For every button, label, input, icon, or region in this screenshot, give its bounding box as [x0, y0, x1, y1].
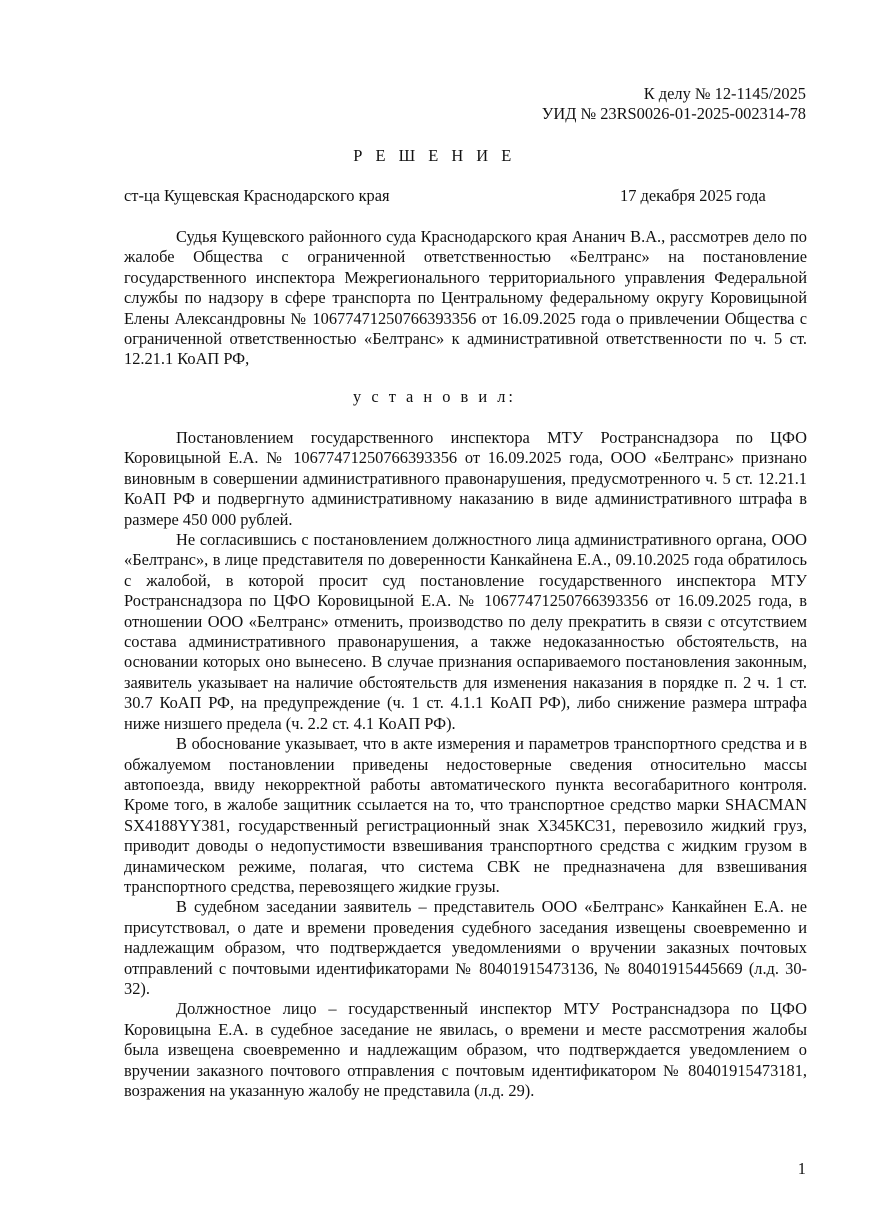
paragraph-4: В судебном заседании заявитель – представитель ООО «Белтранс» Канкайнен Е.А. не присутствовал, о дате и времени проведения судебного заседания извещены своевременно и надлежащим образом, что подтверждается уведомлениями о вручении заказных почтовых отправлений с почтовыми идентификаторами № 80401915473136, № 80401915445669 (л.д. 30-32).	[124, 897, 807, 998]
case-reference	[542, 84, 806, 125]
uid-number: УИД № 23RS0026-01-2025-002314-78	[541, 104, 806, 124]
case-number: К делу № 12-1145/2025	[643, 84, 806, 103]
place-of-decision: ст-ца Кущевская Краснодарского края	[124, 186, 390, 205]
paragraph-1: Постановлением государственного инспектора МТУ Ространснадзора по ЦФО Коровицыной Е.А. № 10677471250766393356 от 16.09.2025 года, ООО «Белтранс» признано виновным в совершении административного правонарушения, предусмотренного ч. 5 ст. 12.21.1 КоАП РФ и подвергнуто административному наказанию в виде административного штрафа в размере 450 000 рублей.	[124, 428, 807, 529]
intro-block	[124, 227, 807, 370]
paragraph-5: Должностное лицо – государственный инспектор МТУ Ространснадзора по ЦФО Коровицына Е.А. в судебное заседание не явилась, о времени и месте рассмотрения жалобы была извещена своевременно и надлежащим образом, что подтверждается уведомлением о вручении заказного почтового отправления с почтовым идентификатором № 80401915473181, возражения на указанную жалобу не представила (л.д. 29).	[124, 999, 807, 1100]
decision-date: 17 декабря 2025 года	[620, 186, 766, 205]
page-number: 1	[797, 1159, 806, 1178]
paragraph-2: Не согласившись с постановлением должностного лица административного органа, ООО «Белтранс», в лице представителя по доверенности Канкайнена Е.А., 09.10.2025 года обратилось с жалобой, в которой просит суд постановление государственного инспектора МТУ Ространснадзора по ЦФО Коровицыной Е.А. № 10677471250766393356 от 16.09.2025 года, в отношении ООО «Белтранс» отменить, производство по делу прекратить в связи с отсутствием состава административного правонарушения, а также недоказанностью обстоятельств, на основании которых оно вынесено. В случае признания оспариваемого постановления законным, заявитель указывает на наличие обстоятельств для изменения наказания в порядке п. 2 ч. 1 ст. 30.7 КоАП РФ, на предупреждение (ч. 1 ст. 4.1.1 КоАП РФ), либо снижение размера штрафа ниже низшего предела (ч. 2.2 ст. 4.1 КоАП РФ).	[124, 530, 807, 733]
established-heading: у с т а н о в и л:	[353, 387, 516, 406]
paragraph-3: В обоснование указывает, что в акте измерения и параметров транспортного средства и в обжалуемом постановлении приведены недостоверные сведения относительно массы автопоезда, ввиду некорректной работы автоматического пункта весогабаритного контроля. Кроме того, в жалобе защитник ссылается на то, что транспортное средство марки SHACMAN SX4188YY381, государственный регистрационный знак Х345КС31, перевозило жидкий груз, приводит доводы о недопустимости взвешивания транспортного средства с жидким грузом в динамическом режиме, полагая, что система СВК не предназначена для взвешивания транспортного средства, перевозящего жидкие грузы.	[124, 734, 807, 896]
document-title: Р Е Ш Е Н И Е	[353, 146, 516, 165]
intro-paragraph: Судья Кущевского районного суда Краснодарского края Ананич В.А., рассмотрев дело по жалобе Общества с ограниченной ответственностью «Белтранс» на постановление государственного инспектора Межрегионального территориального управления Федеральной службы по надзору в сфере транспорта по Центральному федеральному округу Коровицыной Елены Александровны № 10677471250766393356 от 16.09.2025 года о привлечении Общества с ограниченной ответственностью «Белтранс» к административной ответственности по ч. 5 ст. 12.21.1 КоАП РФ,	[124, 227, 807, 369]
main-body	[124, 428, 807, 1101]
